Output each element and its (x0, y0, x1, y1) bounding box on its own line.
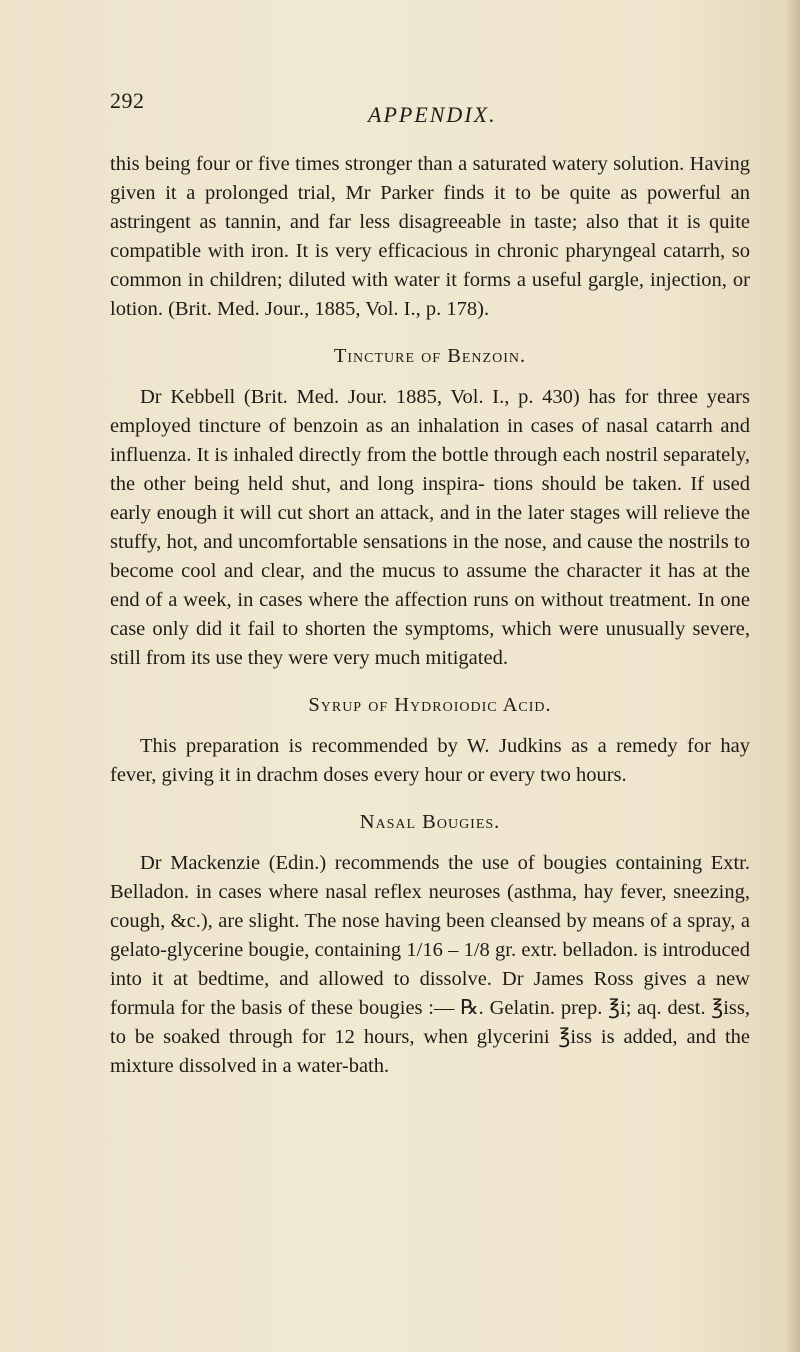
paragraph-benzoin: Dr Kebbell (Brit. Med. Jour. 1885, Vol. I., p. 430) has for three years employed tincture of benzoin as an inhalation in cases of nasal catarrh and influenza. It is inhaled directly from the bottle through each nostril separately, the other being held shut, and long inspira- tions should be taken. If used early enough it will cut short an attack, and in the later stages will relieve the stuffy, hot, and uncomfortable sensations in the nose, and cause the nostrils to become cool and clear, and the mucus to assume the character it has at the end of a week, in cases where the affection runs on without treatment. In one case only did it fail to shorten the symptoms, which were unusually severe, still from its use they were very much mitigated. (110, 386, 750, 669)
running-title: APPENDIX. (368, 102, 497, 127)
section-heading-bougies: Nasal Bougies. (359, 811, 501, 833)
section-heading-hydroiodic: Syrup of Hydroiodic Acid. (308, 694, 552, 716)
page-body (110, 150, 750, 1081)
intro-paragraph: this being four or five times stronger than a saturated watery solution. Having given it a prolonged trial, Mr Parker finds it to be quite as powerful an astringent as tannin, and far less disagreeable in taste; also that it is quite compatible with iron. It is very efficacious in chronic pharyngeal catarrh, so common in children; diluted with water it forms a useful gargle, injection, or lotion. (Brit. Med. Jour., 1885, Vol. I., p. 178). (110, 153, 750, 320)
running-head (110, 88, 750, 128)
page-edge-shadow (786, 0, 800, 1352)
section-heading-benzoin: Tincture of Benzoin. (333, 345, 527, 367)
paragraph-hydroiodic: This preparation is recommended by W. Judkins as a remedy for hay fever, giving it in drachm doses every hour or every two hours. (110, 735, 750, 786)
paragraph-bougies: Dr Mackenzie (Edin.) recommends the use of bougies containing Extr. Belladon. in cases where nasal reflex neuroses (asthma, hay fever, sneezing, cough, &c.), are slight. The nose having been cleansed by means of a spray, a gelato-glycerine bougie, containing 1/16 – 1/8 gr. extr. belladon. is introduced into it at bedtime, and allowed to dissolve. Dr James Ross gives a new formula for the basis of these bougies :— ℞. Gelatin. prep. ℥i; aq. dest. ℥iss, to be soaked through for 12 hours, when glycerini ℥iss is added, and the mixture dissolved in a water-bath. (110, 852, 750, 1077)
page-number: 292 (110, 88, 145, 113)
